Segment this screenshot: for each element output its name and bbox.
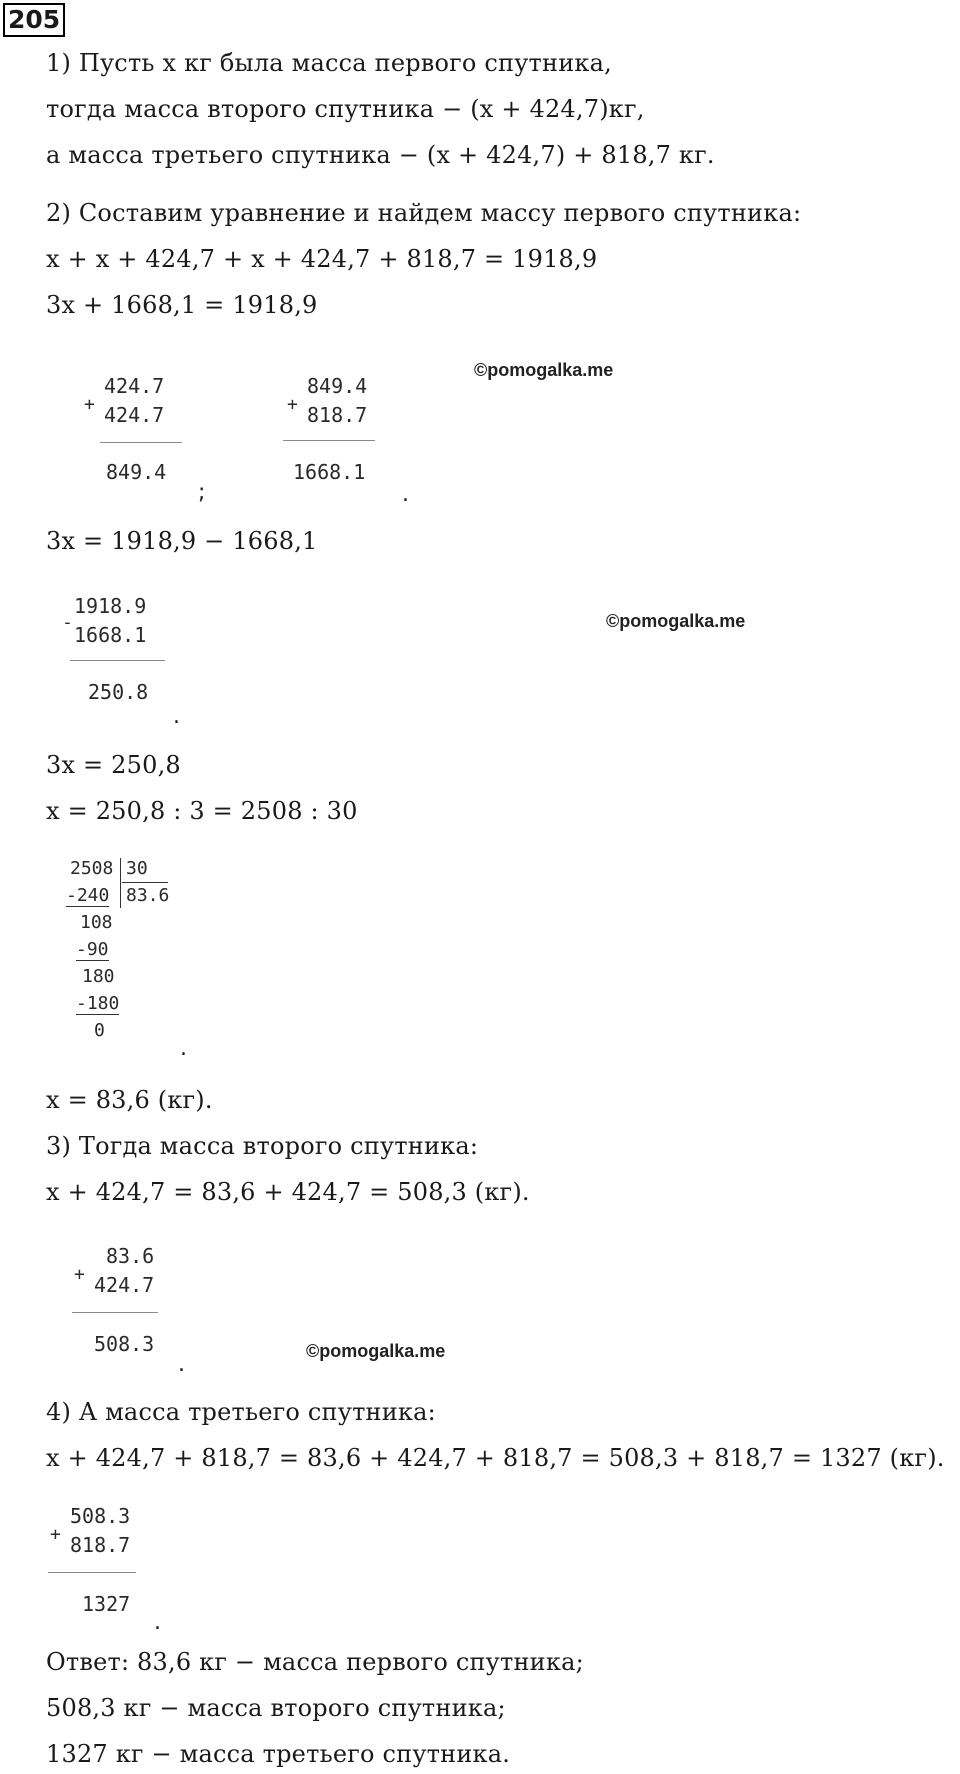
division-step: -240: [66, 885, 110, 906]
text-line-4: 2) Составим уравнение и найдем массу первого спутника:: [46, 199, 802, 227]
calc-rule: [100, 442, 182, 443]
answer-line-2: 508,3 кг − масса второго спутника;: [46, 1694, 506, 1722]
punctuation: .: [402, 482, 409, 507]
dividend: 2508: [70, 858, 114, 879]
answer-line-1: Ответ: 83,6 кг − масса первого спутника;: [46, 1648, 584, 1676]
text-line-3: а масса третьего спутника − (x + 424,7) + 818,7 кг.: [46, 141, 715, 169]
calc-operand-b: 424.7: [104, 403, 165, 427]
equation-line-14: x + 424,7 + 818,7 = 83,6 + 424,7 + 818,7 = 508,3 + 818,7 = 1327 (кг).: [46, 1444, 945, 1472]
watermark: ©pomogalka.me: [606, 611, 746, 631]
calc-operand-b: 424.7: [94, 1273, 155, 1297]
watermark: ©pomogalka.me: [474, 360, 614, 380]
calc-sign: +: [287, 394, 298, 415]
calc-operand-b: 818.7: [70, 1533, 131, 1557]
division-remainder: 0: [94, 1020, 105, 1041]
calc-rule: [72, 1312, 158, 1313]
long-division: [66, 858, 186, 1048]
calc-operand-a: 508.3: [70, 1504, 131, 1528]
division-step: -90: [76, 939, 109, 960]
calc-rule: [283, 440, 375, 441]
punctuation: ;: [198, 480, 206, 505]
division-remainder: 180: [82, 966, 115, 987]
text-line-13: 4) А масса третьего спутника:: [46, 1398, 436, 1426]
punctuation: .: [178, 1352, 185, 1377]
text-line-11: 3) Тогда масса второго спутника:: [46, 1132, 479, 1160]
calc-operand-b: 1668.1: [74, 623, 147, 647]
calc-result: 1668.1: [293, 460, 366, 484]
division-bar: [120, 858, 121, 908]
equation-line-7: 3x = 1918,9 − 1668,1: [46, 527, 318, 555]
equation-line-10: x = 83,6 (кг).: [46, 1086, 213, 1114]
problem-number: 205: [3, 3, 65, 37]
calc-sign: +: [84, 394, 95, 415]
punctuation: .: [180, 1036, 187, 1061]
calc-result: 1327: [82, 1592, 131, 1616]
calc-result: 849.4: [106, 460, 167, 484]
addition-calc-1: [80, 372, 190, 502]
divisor-rule: [122, 882, 168, 883]
quotient: 83.6: [126, 885, 170, 906]
calc-operand-b: 818.7: [307, 403, 368, 427]
calc-operand-a: 1918.9: [74, 594, 147, 618]
equation-line-6: 3x + 1668,1 = 1918,9: [46, 291, 318, 319]
addition-calc-2: [283, 372, 393, 502]
addition-calc-4: [48, 1504, 158, 1634]
equation-line-8: 3x = 250,8: [46, 751, 181, 779]
calc-result: 250.8: [88, 680, 149, 704]
calc-operand-a: 849.4: [307, 374, 368, 398]
calc-result: 508.3: [94, 1332, 155, 1356]
addition-calc-3: [72, 1244, 182, 1374]
calc-rule: [70, 660, 165, 661]
division-step: -180: [76, 993, 120, 1014]
calc-operand-a: 424.7: [104, 374, 165, 398]
equation-line-9: x = 250,8 : 3 = 2508 : 30: [46, 797, 358, 825]
punctuation: .: [154, 1610, 161, 1635]
watermark: ©pomogalka.me: [306, 1341, 446, 1361]
calc-rule: [48, 1572, 136, 1573]
subtraction-calc: [60, 594, 170, 714]
calc-operand-a: 83.6: [106, 1244, 155, 1268]
divisor: 30: [126, 858, 148, 879]
equation-line-12: x + 424,7 = 83,6 + 424,7 = 508,3 (кг).: [46, 1178, 530, 1206]
calc-sign: -: [62, 612, 73, 633]
answer-line-3: 1327 кг − масса третьего спутника.: [46, 1740, 511, 1768]
text-line-2: тогда масса второго спутника − (x + 424,7)кг,: [46, 95, 645, 123]
calc-sign: +: [74, 1264, 85, 1285]
division-remainder: 108: [80, 912, 113, 933]
calc-sign: +: [50, 1524, 61, 1545]
equation-line-5: x + x + 424,7 + x + 424,7 + 818,7 = 1918,9: [46, 245, 598, 273]
punctuation: .: [173, 704, 180, 729]
text-line-1: 1) Пусть x кг была масса первого спутника,: [46, 49, 612, 77]
